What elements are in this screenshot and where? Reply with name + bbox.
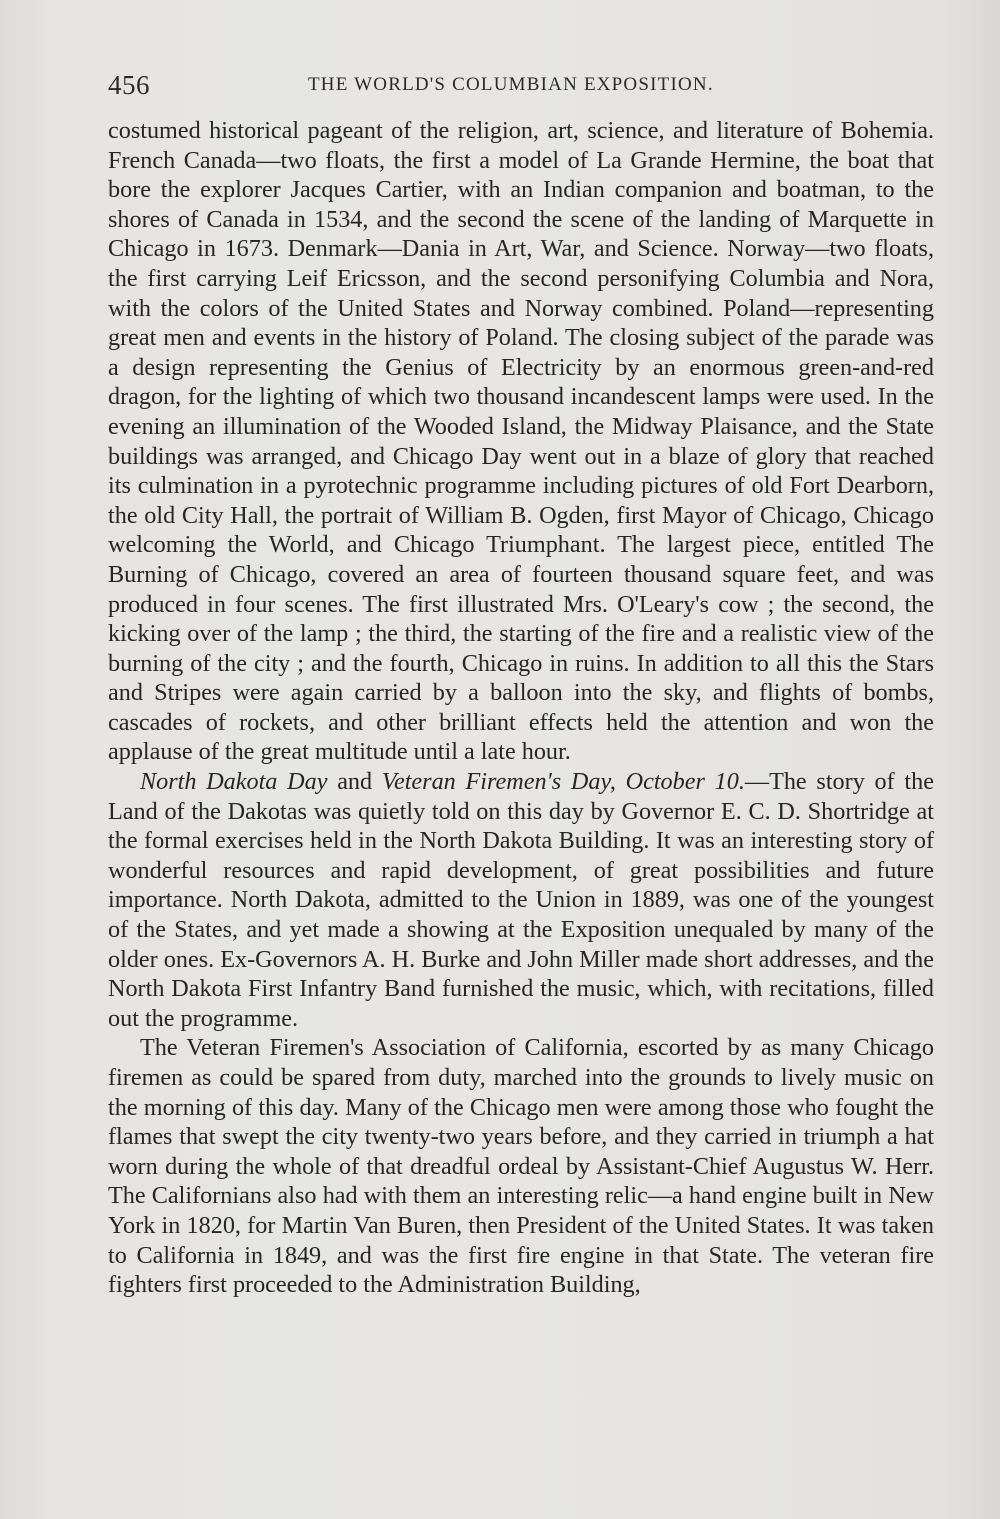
page-header <box>108 62 938 102</box>
paragraph-2-conjunction: and <box>327 768 382 796</box>
veteran-firemens-day-heading: Veteran Firemen's Day, October 10. <box>381 768 745 796</box>
paragraph-1: costumed historical pageant of the religion, art, science, and literature of Bohemia. French Canada—two floats, the first a model of La Grande Hermine, the boat that bore the explorer Jacques Cartier, with an Indian companion and boatman, to the shores of Canada in 1534, and the second the scene of the landing of Marquette in Chicago in 1673. Denmark—Dania in Art, War, and Science. Norway—two floats, the first carrying Leif Ericsson, and the second personifying Columbia and Nora, with the colors of the United States and Norway combined. Poland—representing great men and events in the history of Poland. The closing subject of the parade was a design representing the Genius of Electricity by an enormous green-and-red dragon, for the lighting of which two thousand incandescent lamps were used. In the evening an illumination of the Wooded Island, the Midway Plaisance, and the State buildings was arranged, and Chicago Day went out in a blaze of glory that reached its culmination in a pyrotechnic programme including pictures of old Fort Dearborn, the old City Hall, the portrait of William B. Ogden, first Mayor of Chicago, Chicago welcoming the World, and Chicago Triumphant. The largest piece, entitled The Burning of Chicago, covered an area of fourteen thousand square feet, and was produced in four scenes. The first illustrated Mrs. O'Leary's cow ; the second, the kicking over of the lamp ; the third, the starting of the fire and a realistic view of the burning of the city ; and the fourth, Chicago in ruins. In addition to all this the Stars and Stripes were again carried by a balloon into the sky, and flights of bombs, cascades of rockets, and other brilliant effects held the attention and won the applause of the great multitude until a late hour. <box>108 117 934 766</box>
page-number: 456 <box>108 70 150 100</box>
paragraph-2-text: —The story of the Land of the Dakotas was quietly told on this day by Governor E. C. D. Shortridge at the formal exercises held in the North Dakota Building. It was an interesting story of wonderful resources and rapid development, of great possibilities and future importance. North Dakota, admitted to the Union in 1889, was one of the youngest of the States, and yet made a showing at the Exposition unequaled by many of the older ones. Ex-Governors A. H. Burke and John Miller made short addresses, and the North Dakota First Infantry Band furnished the music, which, with recitations, filled out the programme. <box>108 768 934 1032</box>
body-text <box>108 116 934 1300</box>
running-title: THE WORLD'S COLUMBIAN EXPOSITION. <box>308 74 714 95</box>
paragraph-3: The Veteran Firemen's Association of California, escorted by as many Chicago firemen as could be spared from duty, marched into the grounds to lively music on the morning of this day. Many of the Chicago men were among those who fought the flames that swept the city twenty-two years before, and they carried in triumph a hat worn during the whole of that dreadful ordeal by Assistant-Chief Augustus W. Herr. The Californians also had with them an interesting relic—a hand engine built in New York in 1820, for Martin Van Buren, then President of the United States. It was taken to California in 1849, and was the first fire engine in that State. The veteran fire fighters first proceeded to the Administration Building, <box>108 1034 934 1299</box>
paragraph-2 <box>108 767 934 1033</box>
north-dakota-day-heading: North Dakota Day <box>140 768 328 796</box>
